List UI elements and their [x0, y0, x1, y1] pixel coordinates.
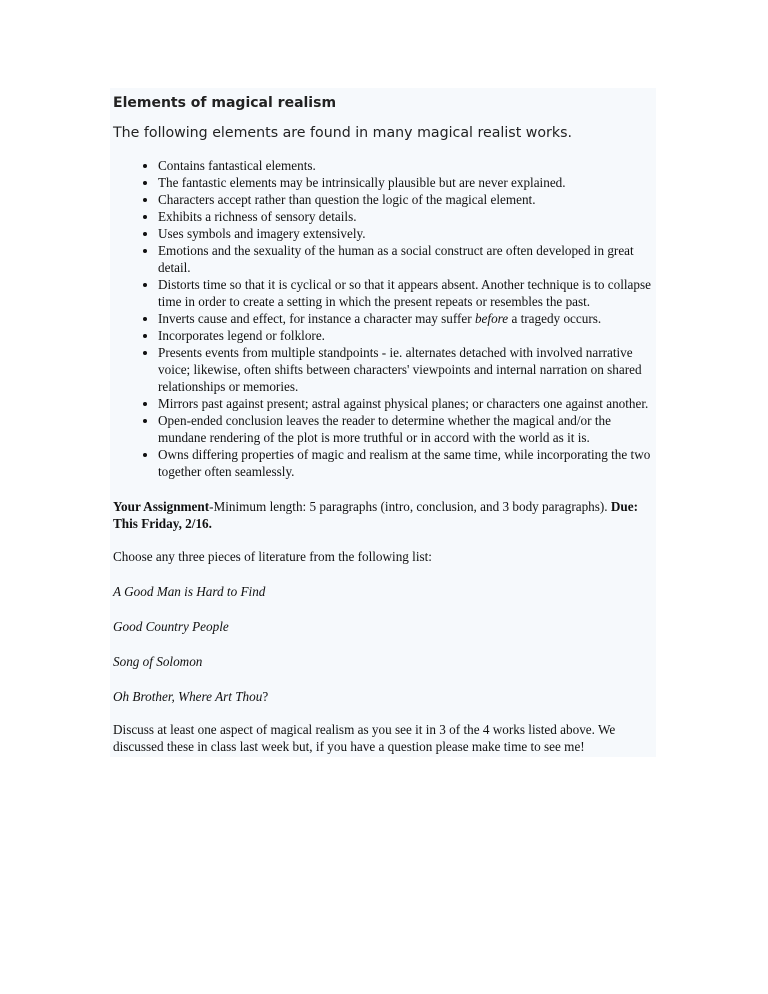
list-item: • Exhibits a richness of sensory details. — [158, 208, 656, 225]
assignment-text: -Minimum length: 5 paragraphs (intro, conclusion, and 3 body paragraphs). — [209, 499, 611, 514]
list-item: • Mirrors past against present; astral against physical planes; or characters one against another. — [158, 395, 656, 412]
list-item-text: a tragedy occurs. — [508, 311, 602, 326]
work-title-text: Oh Brother, Where Art Thou — [113, 689, 263, 704]
choose-instruction: Choose any three pieces of literature from the following list: — [113, 549, 432, 564]
page-title: Elements of magical realism — [113, 95, 337, 111]
list-item: • Incorporates legend or folklore. — [158, 327, 656, 344]
assignment-label: Your Assignment — [113, 499, 210, 514]
list-item: • Uses symbols and imagery extensively. — [158, 225, 656, 242]
emphasis-text: before — [474, 311, 509, 326]
work-title-suffix: ? — [262, 689, 269, 704]
list-item: • Presents events from multiple standpoints - ie. alternates detached with involved narrative voice; likewise, often shifts between characters' viewpoints and internal narration on shared relationships or memories. — [158, 344, 656, 395]
assignment-paragraph — [113, 498, 656, 532]
work-title-text: Good Country People — [113, 619, 229, 634]
list-item: • Characters accept rather than question the logic of the magical element. — [158, 191, 656, 208]
elements-list — [113, 157, 656, 480]
intro-text: The following elements are found in many magical realist works. — [113, 125, 573, 141]
list-item: • Open-ended conclusion leaves the reader to determine whether the magical and/or the mundane rendering of the plot is more truthful or in accord with the world as it is. — [158, 412, 656, 446]
work-title-2 — [113, 618, 656, 635]
work-title-text: Song of Solomon — [113, 654, 203, 669]
list-item: • Emotions and the sexuality of the human as a social construct are often developed in great detail. — [158, 242, 656, 276]
work-title-1 — [113, 583, 656, 600]
list-item-text: Inverts cause and effect, for instance a character may suffer — [158, 311, 475, 326]
work-title-3 — [113, 653, 656, 670]
list-item: • Owns differing properties of magic and realism at the same time, while incorporating the two together often seamlessly. — [158, 446, 656, 480]
list-item: • The fantastic elements may be intrinsically plausible but are never explained. — [158, 174, 656, 191]
work-title-text: A Good Man is Hard to Find — [113, 584, 266, 599]
document-content — [110, 88, 656, 757]
work-title-4 — [113, 688, 656, 705]
list-item: • Distorts time so that it is cyclical or so that it appears absent. Another technique is to collapse time in order to create a setting in which the present repeats or resembles the past. — [158, 276, 656, 310]
list-item: • Contains fantastical elements. — [158, 157, 656, 174]
discussion-paragraph: Discuss at least one aspect of magical realism as you see it in 3 of the 4 works listed above. We discussed these in class last week but, if you have a question please make time to see me! — [113, 722, 616, 754]
due-date: Due: This Friday, 2/16. — [113, 499, 638, 531]
list-item — [158, 310, 656, 327]
